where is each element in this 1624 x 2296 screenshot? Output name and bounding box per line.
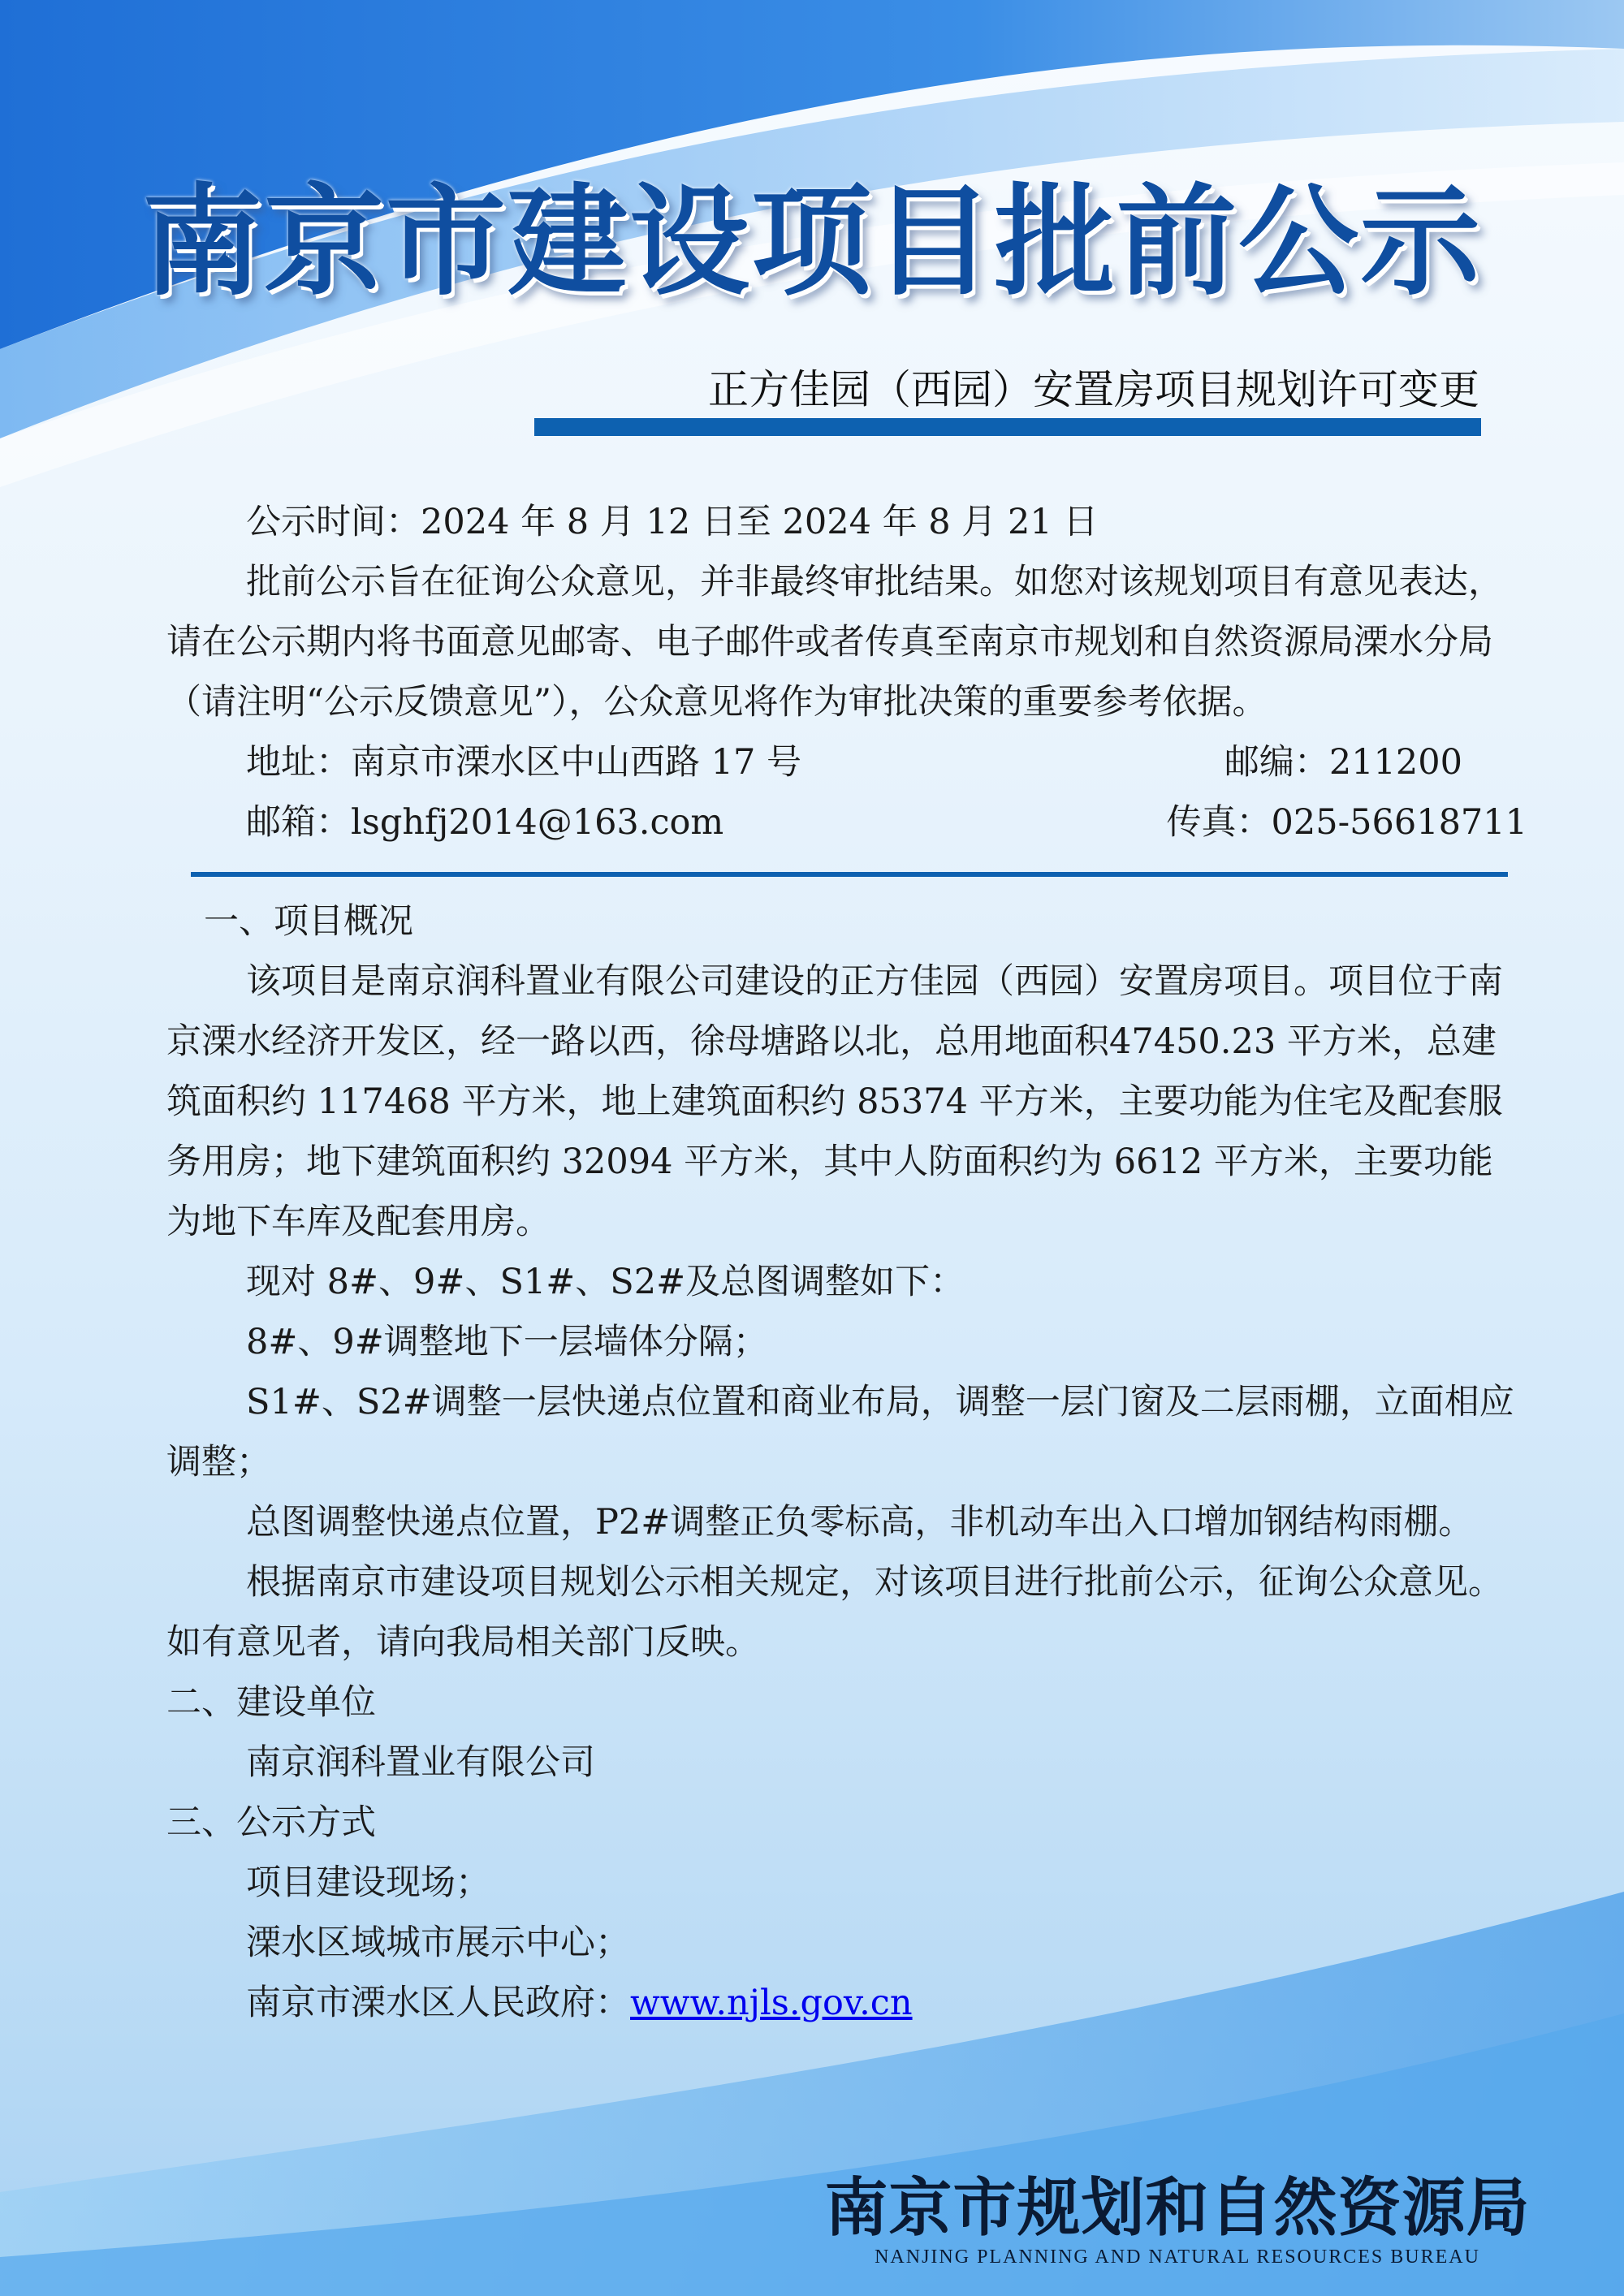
notice-period: 公示时间：2024 年 8 月 12 日至 2024 年 8 月 21 日 bbox=[246, 502, 1099, 542]
contact-postcode: 邮编：211200 bbox=[1224, 742, 1462, 783]
government-website-link[interactable]: www.njls.gov.cn bbox=[630, 1983, 913, 2023]
section-divider bbox=[191, 872, 1508, 877]
section2-heading: 二、建设单位 bbox=[166, 1682, 376, 1723]
contact-row-email bbox=[166, 792, 1527, 852]
contact-fax: 传真：025-56618711 bbox=[1166, 802, 1527, 843]
method-item-2: 溧水区域城市展示中心； bbox=[246, 1923, 630, 1963]
issuer-name-cn: 南京市规划和自然资源局 bbox=[824, 2171, 1531, 2245]
adjust-item-2: S1#、S2#调整一层快递点位置和商业布局，调整一层门窗及二层雨棚，立面相应调整； bbox=[166, 1382, 1514, 1482]
contact-row-address bbox=[166, 732, 1527, 792]
method-item-3 bbox=[166, 1973, 1514, 2033]
contact-email: 邮箱：lsghfj2014@163.com bbox=[246, 802, 724, 843]
notice-title: 南京市建设项目批前公示 bbox=[142, 170, 1482, 312]
construction-unit: 南京润科置业有限公司 bbox=[246, 1742, 595, 1783]
adjust-item-3: 总图调整快递点位置，P2#调整正负零标高，非机动车出入口增加钢结构雨棚。 bbox=[246, 1502, 1474, 1543]
adjust-item-1: 8#、9#调整地下一层墙体分隔； bbox=[246, 1322, 768, 1362]
section3-heading: 三、公示方式 bbox=[166, 1802, 376, 1843]
adjust-intro: 现对 8#、9#、S1#、S2#及总图调整如下： bbox=[246, 1262, 965, 1302]
project-subtitle: 正方佳园（西园）安置房项目规划许可变更 bbox=[708, 366, 1479, 413]
project-overview: 该项目是南京润科置业有限公司建设的正方佳园（西园）安置房项目。项目位于南京溧水经济开发区，经一路以西，徐母塘路以北，总用地面积47450.23 平方米，总建筑面积约 117468 平方米，地上建筑面积约 85374 平方米，主要功能为住宅及配套服务用房；地下建筑面积约 32094 平方米，其中人防面积约为 6612 平方米，主要功能为地下车库及配套用房。 bbox=[166, 961, 1503, 1242]
section1-heading: 一、项目概况 bbox=[204, 901, 413, 942]
contact-address: 地址：南京市溧水区中山西路 17 号 bbox=[246, 742, 802, 783]
section1-closing: 根据南京市建设项目规划公示相关规定，对该项目进行批前公示，征询公众意见。如有意见者，请向我局相关部门反映。 bbox=[166, 1562, 1503, 1663]
issuer-name-en: NANJING PLANNING AND NATURAL RESOURCES BUREAU bbox=[875, 2246, 1480, 2268]
notice-body bbox=[166, 492, 1527, 2033]
method-item-1: 项目建设现场； bbox=[246, 1862, 490, 1903]
method-3-label: 南京市溧水区人民政府： bbox=[246, 1983, 630, 2023]
issuer-block bbox=[820, 2172, 1535, 2268]
notice-intro: 批前公示旨在征询公众意见，并非最终审批结果。如您对该规划项目有意见表达，请在公示期内将书面意见邮寄、电子邮件或者传真至南京市规划和自然资源局溧水分局（请注明“公示反馈意见”），公众意见将作为审批决策的重要参考依据。 bbox=[166, 562, 1503, 723]
subtitle-underline bbox=[534, 418, 1481, 436]
